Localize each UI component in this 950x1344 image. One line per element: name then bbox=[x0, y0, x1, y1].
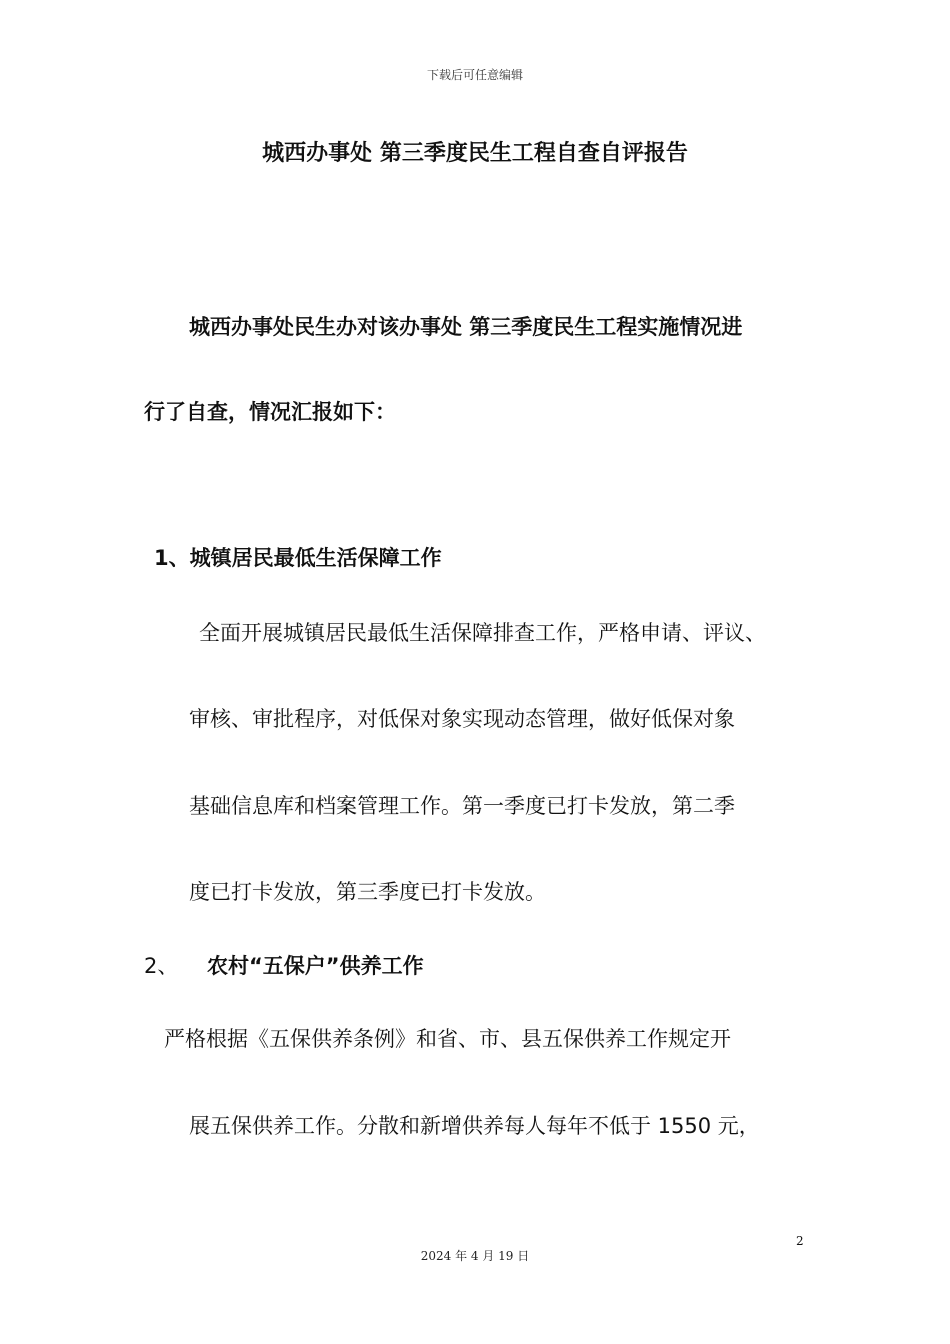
section-2-line-2: 展五保供养工作。分散和新增供养每人每年不低于 1550 元， bbox=[189, 1114, 760, 1138]
section-2-number: 2、 bbox=[144, 954, 179, 978]
section-1-line-3: 基础信息库和档案管理工作。第一季度已打卡发放，第二季 bbox=[189, 794, 735, 818]
section-1-heading: 1、城镇居民最低生活保障工作 bbox=[154, 546, 442, 570]
document-title: 城西办事处 第三季度民生工程自查自评报告 bbox=[262, 141, 688, 166]
header-note: 下载后可任意编辑 bbox=[426, 68, 523, 82]
section-2-heading: 农村“五保户”供养工作 bbox=[207, 954, 424, 978]
section-2-line-1: 严格根据《五保供养条例》和省、市、县五保供养工作规定开 bbox=[164, 1027, 731, 1051]
intro-line-1: 城西办事处民生办对该办事处 第三季度民生工程实施情况进 bbox=[189, 315, 743, 339]
section-1-line-1: 全面开展城镇居民最低生活保障排查工作，严格申请、评议、 bbox=[199, 621, 766, 645]
intro-line-2: 行了自查，情况汇报如下： bbox=[144, 400, 396, 424]
section-1-line-4: 度已打卡发放，第三季度已打卡发放。 bbox=[189, 880, 546, 904]
page-number: 2 bbox=[796, 1234, 804, 1248]
section-1-line-2: 审核、审批程序，对低保对象实现动态管理，做好低保对象 bbox=[189, 707, 735, 731]
footer-date: 2024 年 4 月 19 日 bbox=[420, 1249, 530, 1263]
